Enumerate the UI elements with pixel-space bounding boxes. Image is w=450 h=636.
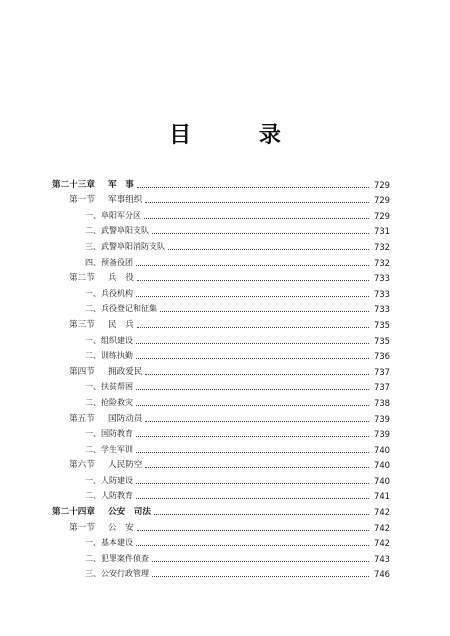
toc-entry-title: 一、组织建设	[85, 335, 133, 345]
toc-entry-title: 兵 役	[108, 273, 134, 284]
toc-entry-label	[52, 241, 165, 253]
toc-entry-page-number: 746	[374, 569, 390, 580]
dot-leader	[145, 420, 369, 422]
toc-entry-item[interactable]	[52, 331, 390, 347]
toc-entry-section[interactable]	[52, 269, 390, 285]
toc-entry-label	[52, 210, 141, 222]
toc-entry-label	[52, 506, 151, 518]
toc-entry-title: 三、武警阜阳消防支队	[85, 241, 165, 251]
toc-entry-page-number: 735	[374, 335, 390, 346]
toc-entry-page-number: 738	[374, 397, 390, 408]
toc-entry-page-number: 742	[374, 507, 390, 518]
toc-entry-label	[52, 428, 133, 440]
toc-entry-item[interactable]	[52, 237, 390, 253]
toc-entry-page-number: 740	[374, 444, 390, 455]
toc-entry-number: 第二十三章	[52, 179, 95, 190]
dot-leader	[136, 497, 369, 499]
toc-entry-number: 第二节	[69, 273, 95, 284]
toc-entry-item[interactable]	[52, 222, 390, 238]
toc-entry-item[interactable]	[52, 487, 390, 503]
toc-entry-label	[52, 366, 142, 378]
toc-entry-title: 拥政爱民	[108, 366, 143, 377]
toc-entry-title: 二、犯罪案件侦查	[85, 553, 149, 563]
toc-entry-label	[52, 381, 133, 393]
toc-entry-title: 二、抢险救灾	[85, 397, 133, 407]
toc-entry-title: 二、训练执勤	[85, 351, 133, 361]
toc-entry-item[interactable]	[52, 284, 390, 300]
toc-entry-item[interactable]	[52, 565, 390, 581]
toc-entry-title: 二、兵役登记和征集	[85, 304, 157, 314]
toc-entry-page-number: 741	[374, 491, 390, 502]
toc-entry-label	[52, 537, 133, 549]
toc-entry-title: 一、兵役机构	[85, 288, 133, 298]
toc-entry-page-number: 729	[374, 195, 390, 206]
toc-entry-page-number: 739	[374, 429, 390, 440]
toc-entry-page-number: 739	[374, 413, 390, 424]
toc-entry-title: 一、国防教育	[85, 429, 133, 439]
toc-entry-title: 军事组织	[108, 195, 143, 206]
dot-leader	[152, 232, 369, 234]
toc-entry-title: 二、武警阜阳支队	[85, 226, 149, 236]
toc-entry-title: 公安 司法	[108, 507, 151, 518]
toc-entry-section[interactable]	[52, 191, 390, 207]
toc-entry-page-number: 732	[374, 241, 390, 252]
toc-entry-page-number: 733	[374, 304, 390, 315]
dot-leader	[136, 295, 369, 297]
table-of-contents	[52, 175, 390, 580]
toc-entry-label	[52, 257, 133, 269]
dot-leader	[137, 186, 369, 188]
toc-entry-item[interactable]	[52, 393, 390, 409]
toc-entry-title: 三、公安行政管理	[85, 569, 149, 579]
toc-entry-label	[52, 179, 134, 191]
dot-leader	[136, 404, 369, 406]
toc-entry-page-number: 737	[374, 366, 390, 377]
toc-entry-label	[52, 350, 133, 362]
toc-entry-item[interactable]	[52, 378, 390, 394]
toc-entry-label	[52, 522, 134, 534]
toc-entry-chapter[interactable]	[52, 502, 390, 518]
dot-leader	[145, 201, 369, 203]
toc-entry-section[interactable]	[52, 362, 390, 378]
toc-entry-section[interactable]	[52, 456, 390, 472]
toc-entry-title: 一、扶贫帮困	[85, 382, 133, 392]
toc-entry-number: 第一节	[69, 522, 95, 533]
toc-entry-page-number: 743	[374, 553, 390, 564]
dot-leader	[136, 482, 369, 484]
toc-entry-label	[52, 194, 142, 206]
dot-leader	[136, 544, 369, 546]
toc-entry-label	[52, 444, 133, 456]
toc-entry-item[interactable]	[52, 549, 390, 565]
toc-entry-label	[52, 459, 142, 471]
toc-entry-label	[52, 475, 133, 487]
toc-entry-label	[52, 490, 133, 502]
toc-entry-section[interactable]	[52, 518, 390, 534]
toc-entry-label	[52, 319, 134, 331]
toc-entry-label	[52, 568, 149, 580]
toc-entry-title: 国防动员	[108, 413, 143, 424]
toc-entry-title: 民 兵	[108, 319, 134, 330]
toc-entry-page-number: 742	[374, 538, 390, 549]
toc-entry-title: 军 事	[108, 179, 134, 190]
toc-entry-item[interactable]	[52, 440, 390, 456]
toc-entry-item[interactable]	[52, 534, 390, 550]
dot-leader	[137, 529, 369, 531]
toc-entry-item[interactable]	[52, 206, 390, 222]
dot-leader	[154, 513, 369, 515]
toc-entry-section[interactable]	[52, 409, 390, 425]
toc-entry-page-number: 742	[374, 522, 390, 533]
toc-entry-title: 公 安	[108, 522, 134, 533]
toc-entry-item[interactable]	[52, 300, 390, 316]
toc-entry-item[interactable]	[52, 425, 390, 441]
dot-leader	[168, 248, 369, 250]
toc-entry-page-number: 731	[374, 226, 390, 237]
toc-entry-title: 二、学生军训	[85, 444, 133, 454]
dot-leader	[152, 575, 369, 577]
dot-leader	[144, 217, 369, 219]
toc-entry-page-number: 729	[374, 210, 390, 221]
dot-leader	[136, 435, 369, 437]
toc-entry-section[interactable]	[52, 315, 390, 331]
toc-entry-title: 人民防空	[108, 460, 143, 471]
toc-entry-number: 第六节	[69, 460, 95, 471]
dot-leader	[152, 560, 369, 562]
dot-leader	[136, 388, 369, 390]
dot-leader	[145, 466, 369, 468]
toc-entry-title: 一、阜阳军分区	[85, 210, 141, 220]
toc-entry-label	[52, 303, 157, 315]
dot-leader	[136, 264, 369, 266]
toc-entry-number: 第四节	[69, 366, 95, 377]
toc-entry-label	[52, 397, 133, 409]
toc-entry-chapter[interactable]	[52, 175, 390, 191]
toc-entry-title: 二、人防教育	[85, 491, 133, 501]
toc-entry-item[interactable]	[52, 471, 390, 487]
toc-entry-label	[52, 335, 133, 347]
toc-entry-title: 一、基本建设	[85, 538, 133, 548]
dot-leader	[136, 342, 369, 344]
dot-leader	[137, 279, 369, 281]
toc-entry-page-number: 732	[374, 257, 390, 268]
toc-entry-page-number: 740	[374, 460, 390, 471]
toc-entry-label	[52, 553, 149, 565]
toc-entry-page-number: 733	[374, 288, 390, 299]
toc-entry-label	[52, 288, 133, 300]
toc-entry-page-number: 733	[374, 273, 390, 284]
toc-entry-item[interactable]	[52, 347, 390, 363]
toc-entry-item[interactable]	[52, 253, 390, 269]
toc-entry-label	[52, 272, 134, 284]
dot-leader	[137, 326, 369, 328]
toc-entry-number: 第三节	[69, 319, 95, 330]
toc-entry-page-number: 736	[374, 351, 390, 362]
dot-leader	[136, 357, 369, 359]
toc-entry-page-number: 735	[374, 319, 390, 330]
dot-leader	[136, 451, 369, 453]
toc-entry-page-number: 737	[374, 382, 390, 393]
dot-leader	[160, 310, 369, 312]
toc-entry-page-number: 729	[374, 179, 390, 190]
toc-entry-label	[52, 413, 142, 425]
toc-entry-number: 第五节	[69, 413, 95, 424]
toc-entry-number: 第一节	[69, 195, 95, 206]
toc-entry-label	[52, 225, 149, 237]
toc-entry-title: 一、人防建设	[85, 475, 133, 485]
toc-entry-number: 第二十四章	[52, 507, 95, 518]
toc-entry-title: 四、预备役团	[85, 257, 133, 267]
toc-entry-page-number: 740	[374, 475, 390, 486]
page-title: 目 录	[169, 123, 311, 148]
dot-leader	[145, 373, 369, 375]
